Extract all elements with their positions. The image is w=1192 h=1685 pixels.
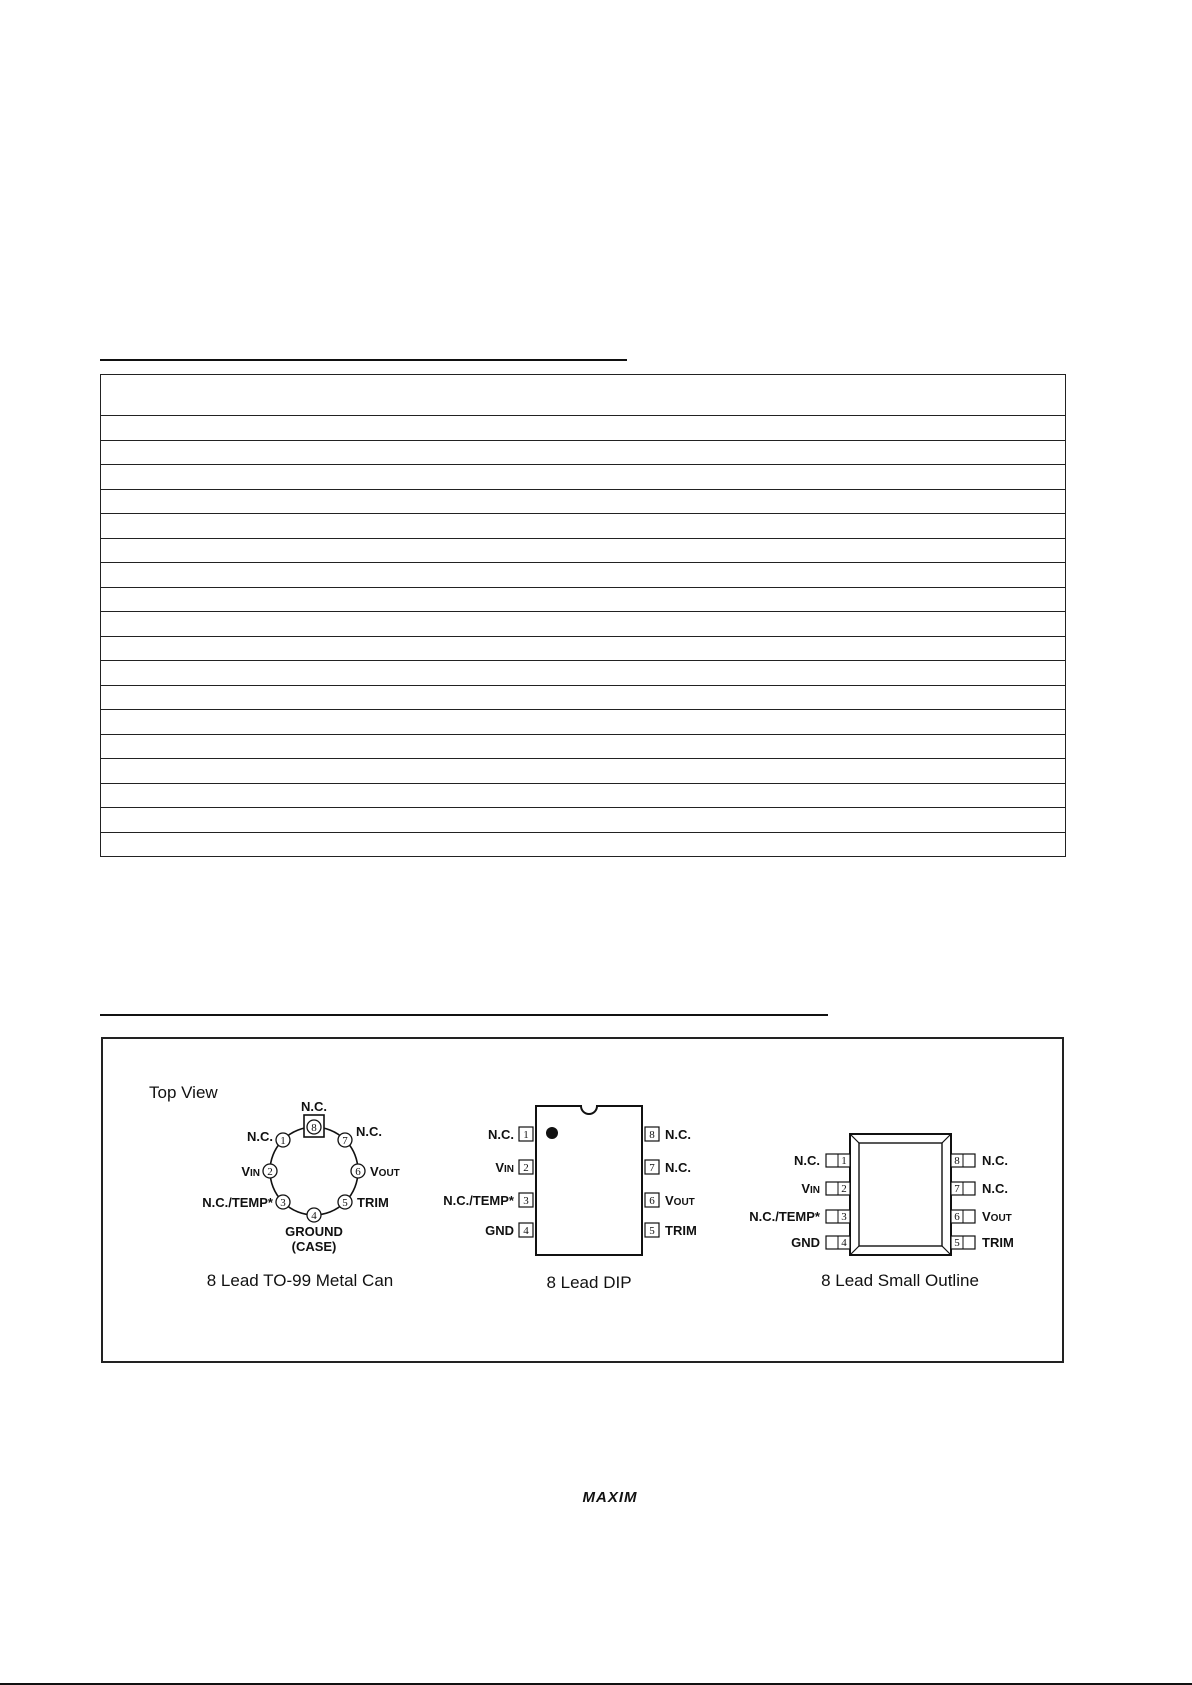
svg-text:MAXIM: MAXIM — [582, 1489, 638, 1505]
maxim-logo — [572, 1489, 648, 1505]
svg-text:8: 8 — [649, 1129, 655, 1141]
to99-pin-1 — [247, 1129, 290, 1147]
svg-text:4: 4 — [311, 1210, 317, 1222]
table-row — [101, 734, 1066, 759]
svg-text:6: 6 — [954, 1211, 960, 1223]
table-row — [101, 661, 1066, 686]
svg-text:N.C./TEMP*: N.C./TEMP* — [443, 1193, 514, 1208]
svg-text:7: 7 — [954, 1183, 960, 1195]
dip-package — [443, 1106, 697, 1292]
table-row — [101, 710, 1066, 735]
to99-vin-label: VIN — [241, 1164, 260, 1179]
table-row — [101, 587, 1066, 612]
svg-text:1: 1 — [280, 1135, 286, 1147]
to99-case-label: (CASE) — [291, 1239, 337, 1254]
empty-spec-table — [100, 374, 1066, 857]
dip-caption: 8 Lead DIP — [546, 1273, 632, 1292]
table-row — [101, 416, 1066, 441]
to99-pin-7 — [338, 1124, 382, 1147]
svg-text:N.C.: N.C. — [488, 1127, 514, 1142]
svg-text:2: 2 — [523, 1162, 529, 1174]
so-package — [749, 1134, 1014, 1290]
dip-pin-4 — [485, 1223, 533, 1238]
so-pin-1 — [794, 1153, 850, 1168]
svg-text:8: 8 — [311, 1122, 317, 1134]
svg-text:N.C.: N.C. — [247, 1129, 273, 1144]
svg-text:2: 2 — [841, 1183, 847, 1195]
pin-configuration-box — [101, 1037, 1064, 1363]
svg-text:5: 5 — [342, 1197, 348, 1209]
svg-text:1: 1 — [523, 1129, 529, 1141]
svg-text:3: 3 — [523, 1195, 529, 1207]
svg-text:7: 7 — [342, 1135, 348, 1147]
svg-text:4: 4 — [841, 1237, 847, 1249]
svg-text:GND: GND — [791, 1235, 820, 1250]
svg-text:N.C./TEMP*: N.C./TEMP* — [202, 1195, 273, 1210]
dip-pin-5 — [645, 1223, 697, 1238]
section-rule-bottom — [100, 1014, 828, 1016]
dip-vout-label: VOUT — [665, 1193, 695, 1208]
table-row — [101, 612, 1066, 637]
so-vin-label: VIN — [801, 1181, 820, 1196]
svg-text:TRIM: TRIM — [982, 1235, 1014, 1250]
table-row — [101, 759, 1066, 784]
table-row — [101, 783, 1066, 808]
to99-pin-4 — [285, 1208, 343, 1254]
svg-text:2: 2 — [267, 1166, 273, 1178]
table-row — [101, 636, 1066, 661]
so-pin-8 — [951, 1153, 1008, 1168]
dip-pin-3 — [443, 1193, 533, 1208]
svg-text:N.C.: N.C. — [665, 1127, 691, 1142]
svg-text:N.C.: N.C. — [665, 1160, 691, 1175]
so-pin-5 — [951, 1235, 1014, 1250]
section-rule-top — [100, 359, 627, 361]
svg-text:N.C.: N.C. — [794, 1153, 820, 1168]
svg-text:3: 3 — [280, 1197, 286, 1209]
svg-text:TRIM: TRIM — [665, 1223, 697, 1238]
to99-pin-3 — [202, 1195, 290, 1210]
so-pin-2 — [801, 1181, 850, 1196]
to99-vout-label: VOUT — [370, 1164, 400, 1179]
so-pin-7 — [951, 1181, 1008, 1196]
svg-text:5: 5 — [649, 1225, 655, 1237]
table-row — [101, 538, 1066, 563]
to99-package — [202, 1099, 400, 1290]
table-row — [101, 514, 1066, 539]
to99-pin-5 — [338, 1195, 389, 1210]
table-row — [101, 832, 1066, 857]
svg-text:TRIM: TRIM — [357, 1195, 389, 1210]
dip-pin-8 — [645, 1127, 691, 1142]
table-row — [101, 563, 1066, 588]
table-row — [101, 685, 1066, 710]
so-body-inner — [859, 1143, 942, 1246]
to99-caption: 8 Lead TO-99 Metal Can — [206, 1271, 394, 1290]
svg-text:N.C.: N.C. — [301, 1099, 327, 1114]
svg-text:6: 6 — [355, 1166, 361, 1178]
so-pin-3 — [749, 1209, 850, 1224]
pin-configuration-diagram — [103, 1039, 1066, 1365]
dip-pin-6 — [645, 1193, 695, 1208]
svg-text:3: 3 — [841, 1211, 847, 1223]
table-row — [101, 440, 1066, 465]
svg-text:5: 5 — [954, 1237, 960, 1249]
top-view-label: Top View — [149, 1083, 218, 1102]
to99-ground-label: GROUND — [285, 1224, 343, 1239]
svg-text:7: 7 — [649, 1162, 655, 1174]
svg-text:8: 8 — [954, 1155, 960, 1167]
dip-pin-7 — [645, 1160, 691, 1175]
svg-text:1: 1 — [841, 1155, 847, 1167]
svg-text:N.C.: N.C. — [982, 1153, 1008, 1168]
so-pin-4 — [791, 1235, 850, 1250]
to99-pin-2 — [241, 1164, 277, 1179]
dip-pin-1 — [488, 1127, 533, 1142]
to99-pin-6 — [351, 1164, 400, 1179]
pin1-dot — [546, 1127, 558, 1139]
table-row — [101, 489, 1066, 514]
table-row — [101, 808, 1066, 833]
so-vout-label: VOUT — [982, 1209, 1012, 1224]
svg-text:GND: GND — [485, 1223, 514, 1238]
svg-text:N.C.: N.C. — [982, 1181, 1008, 1196]
dip-vin-label: VIN — [495, 1160, 514, 1175]
svg-text:4: 4 — [523, 1225, 529, 1237]
svg-text:N.C./TEMP*: N.C./TEMP* — [749, 1209, 820, 1224]
so-caption: 8 Lead Small Outline — [821, 1271, 979, 1290]
table-row — [101, 465, 1066, 490]
so-pin-6 — [951, 1209, 1012, 1224]
dip-pin-2 — [495, 1160, 533, 1175]
svg-text:6: 6 — [649, 1195, 655, 1207]
table-header-row — [101, 375, 1066, 416]
svg-text:N.C.: N.C. — [356, 1124, 382, 1139]
